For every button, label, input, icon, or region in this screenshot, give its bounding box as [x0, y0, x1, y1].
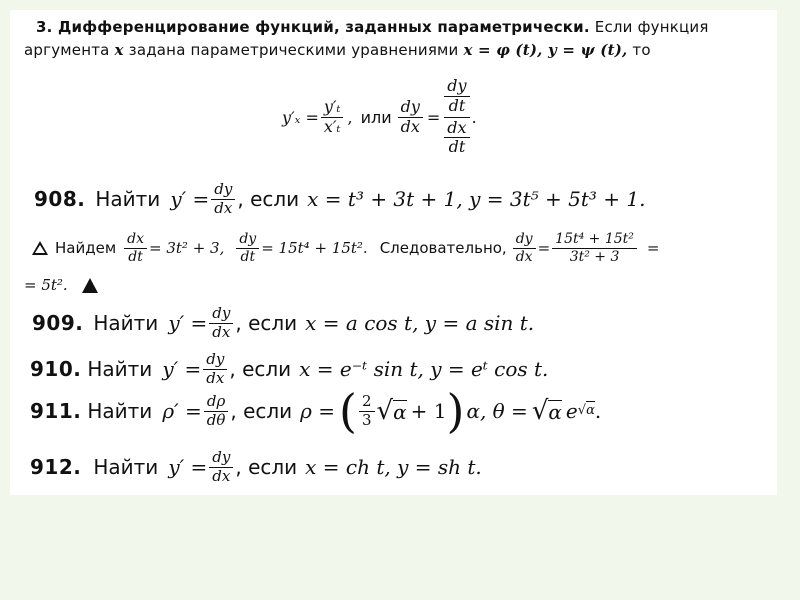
problem-911: 911. Найти ρ′ = $\frac{d\rho}{d\theta}$ , если ρ = ( $\frac{2}{3}$ √ α + 1 ) α, θ = √ α e √α .	[30, 384, 602, 439]
solution-908-result: = 5t².	[24, 276, 98, 294]
intro-text-b: задана параметрическими уравнениями	[128, 41, 459, 59]
formula-or: или	[360, 107, 392, 127]
section-intro-line2	[24, 41, 651, 59]
problem-number: 912.	[30, 455, 82, 480]
section-intro: Если функция	[594, 18, 709, 36]
section-heading	[36, 18, 709, 36]
problem-909: 909. Найти y′ = $\frac{dy}{dx}$ , если x = a cos t, y = a sin t.	[32, 304, 535, 341]
problem-condition: x = ch t, y = sh t.	[305, 455, 482, 480]
problem-condition: x = a cos t, y = a sin t.	[305, 311, 535, 336]
intro-var: x	[114, 41, 124, 59]
problem-condition: x = e⁻ᵗ sin t, y = eᵗ cos t.	[299, 357, 549, 382]
formula-compound-frac: $\frac{\frac{dy}{dt}}{\frac{dx}{dt}}$	[442, 78, 471, 156]
problem-condition: x = t³ + 3t + 1, y = 3t⁵ + 5t³ + 1.	[307, 187, 646, 212]
section-title: 3. Дифференцирование функций, заданных параметрически.	[36, 18, 590, 36]
intro-text-to: то	[632, 41, 651, 59]
intro-equations: x = φ (t), y = ψ (t),	[463, 41, 628, 59]
problem-number: 908.	[34, 187, 86, 212]
problem-908: 908. Найти y′ = $\frac{dy}{dx}$ , если x = t³ + 3t + 1, y = 3t⁵ + 5t³ + 1.	[34, 180, 646, 217]
problem-number: 909.	[32, 311, 84, 336]
formula-frac-prime: $\frac{\text{y′ₜ}}{\text{x′ₜ}}$	[321, 99, 344, 136]
triangle-solid-icon	[82, 278, 98, 293]
problem-number: 910.	[30, 357, 82, 382]
intro-text-a: аргумента	[24, 41, 110, 59]
solution-908: Найдем $\frac{dx}{dt}$ = 3t² + 3, $\frac{dy}{dt}$ = 15t⁴ + 15t². Следовательно, $\frac{dy}{dx}$ = $\frac{\text{15t⁴ + 15t²}}{\text{3t² + 3}}$ =	[32, 232, 660, 264]
parametric-derivative-formula: y′ₓ = $\frac{\text{y′ₜ}}{\text{x′ₜ}}$ , или $\frac{dy}{dx}$ = $\frac{\frac{dy}{dt}}{\frac{dx}{dt}}$ .	[282, 76, 477, 157]
problem-number: 911.	[30, 399, 82, 424]
problem-912: 912. Найти y′ = $\frac{dy}{dx}$ , если x = ch t, y = sh t.	[30, 448, 482, 485]
problem-910: 910. Найти y′ = $\frac{dy}{dx}$ , если x = e⁻ᵗ sin t, y = eᵗ cos t.	[30, 350, 549, 387]
formula-frac-dydx: $\frac{dy}{dx}$	[398, 99, 423, 136]
textbook-page	[10, 10, 777, 495]
formula-lhs: y′ₓ =	[282, 107, 319, 127]
triangle-outline-icon	[32, 241, 48, 255]
